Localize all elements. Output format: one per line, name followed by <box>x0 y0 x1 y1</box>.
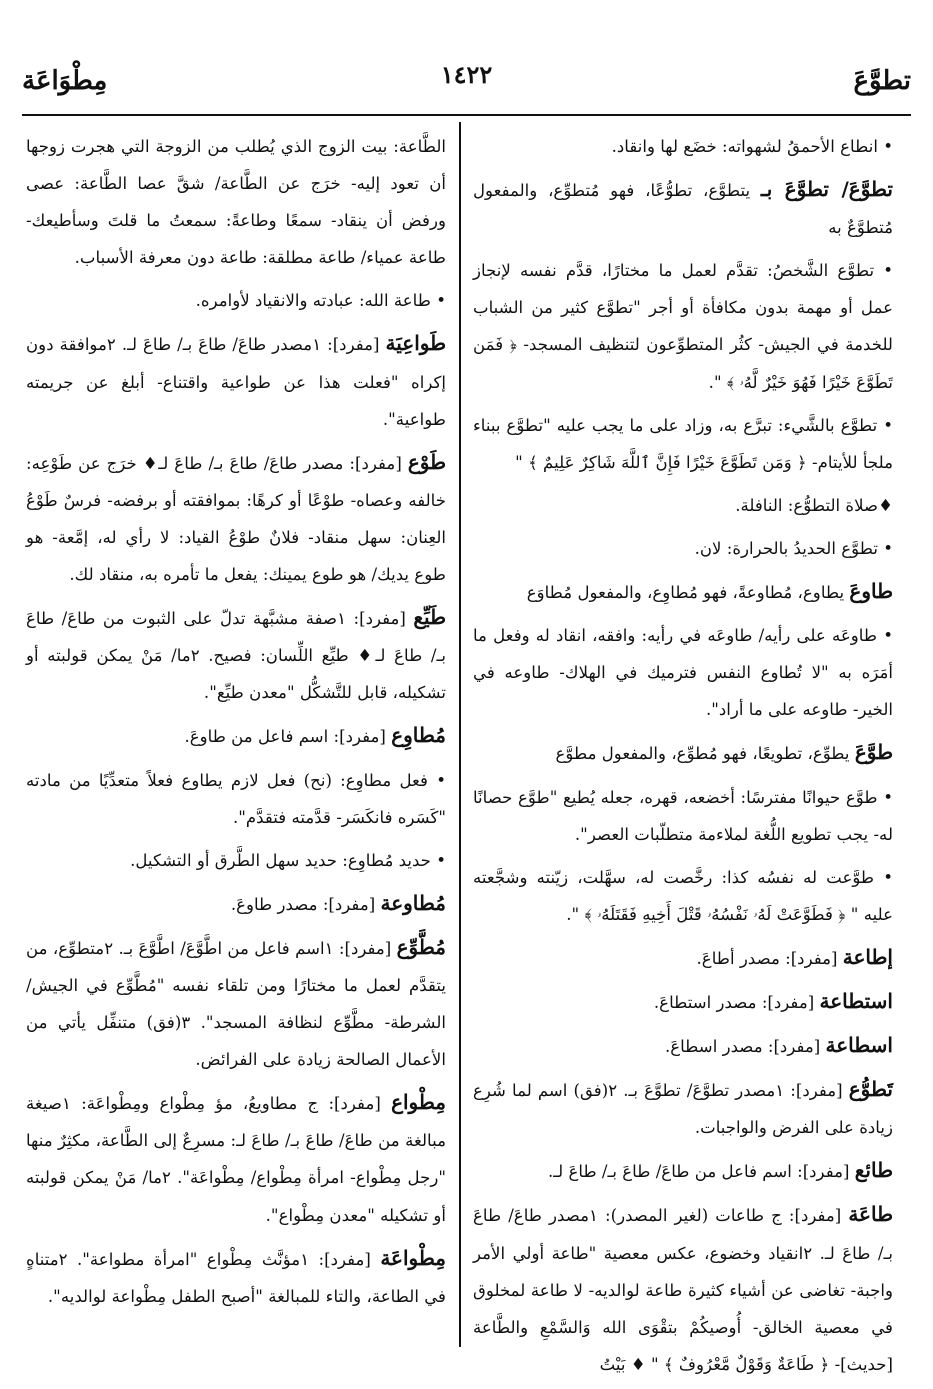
entry-text: • حديد مُطاوِع: حديد سهل الطَّرق أو التشكيل. <box>130 850 446 870</box>
dictionary-entry <box>26 885 446 923</box>
entry-text: [مفرد]: ١صفة مشبَّهة تدلّ على الثبوت من طاعَ/ طاعَ بـ/ طاعَ لـ♦ طيِّع اللِّسان: فصيح. ٢ما/ مَنْ يمكن قولبته أو تشكيله، قابل للتَّشكُّل "معدن طيِّع". <box>26 609 446 703</box>
dictionary-entry <box>26 842 446 879</box>
dictionary-entry <box>26 1084 446 1233</box>
entry-headword: طاعَة <box>848 1202 893 1227</box>
entry-text: • تطوَّع الحديدُ بالحرارة: لان. <box>694 538 893 558</box>
dictionary-entry <box>26 282 446 319</box>
dictionary-entry <box>26 128 446 276</box>
entry-headword: مُطَّوِّع <box>396 934 447 959</box>
dictionary-entry <box>26 599 446 711</box>
entry-text: [مفرد]: ١مصدر طاعَ/ طاعَ بـ/ طاعَ لـ. ٢موافقة دون إكراه "فعلت هذا عن طواعية واقتناع- أبلغ عن جريمته طواعية". <box>26 335 446 429</box>
entry-headword: طَوْع <box>407 449 446 474</box>
dictionary-entry <box>473 573 893 611</box>
entry-text: • تطوَّع الشَّخصُ: تقدَّم لعمل ما مختارًا، قدَّم نفسه لإنجاز عمل أو مهمة بدون مكافأة أو أجر "تطوَّع كثير من الشباب للخدمة في الجيش- كثُر المتطوِّعون لتنظيف المسجد- ﴿ فَمَن تَطَوَّعَ خَيْرًا فَهُوَ خَيْرٌ لَّهُۥ ﴾ ". <box>473 261 893 392</box>
entry-headword: مِطْواع <box>391 1090 447 1115</box>
entry-headword: تَطوُّع <box>848 1077 893 1102</box>
entry-headword: مِطْواعَة <box>380 1245 446 1270</box>
dictionary-entry <box>26 717 446 755</box>
entry-text: • طاعة الله: عبادته والانقياد لأوامره. <box>195 291 446 311</box>
dictionary-entry <box>473 983 893 1021</box>
dictionary-entry <box>473 487 893 524</box>
entry-text: [مفرد]: مصدر طاوعَ. <box>230 894 376 914</box>
entry-text: • طوَّعت له نفسُه كذا: رخَّصت له، سهَّلت، زيّنته وشجَّعته عليه " ﴿ فَطَوَّعَتْ لَهُۥ نَفْسُهُۥ قَتْلَ أَخِيهِ فَقَتَلَهُۥ ﴾ ". <box>473 867 893 924</box>
column-divider <box>459 122 461 1347</box>
dictionary-entry <box>473 530 893 567</box>
dictionary-entry <box>473 779 893 853</box>
right-column <box>473 128 893 1389</box>
dictionary-entry <box>473 252 893 400</box>
entry-text: [مفرد]: اسم فاعل من طاوعَ. <box>184 727 386 747</box>
entry-text: • انطاع الأحمقُ لشهواته: خضَع لها وانقاد. <box>611 137 893 156</box>
entry-headword: طائع <box>854 1158 893 1183</box>
entry-text: • تطوَّع بالشَّيء: تبرَّع به، وزاد على ما يجب عليه "تطوَّع ببناء ملجأ للأيتام- ﴿ وَمَن تَطَوَّعَ خَيْرًا فَإِنَّ ٱللَّهَ شَاكِرٌ عَلِيمٌ ﴾ " <box>473 415 893 472</box>
dictionary-entry <box>473 1152 893 1190</box>
dictionary-entry <box>473 617 893 728</box>
dictionary-entry <box>473 407 893 481</box>
entry-text: يتطوَّع، تطوُّعًا، فهو مُتطوِّع، والمفعول مُتطوَّعٌ به <box>473 181 893 238</box>
dictionary-entry <box>473 939 893 977</box>
dictionary-entry <box>473 859 893 933</box>
dictionary-entry <box>26 325 446 437</box>
entry-headword: تطوَّعَ/ تطوَّعَ بـ <box>760 177 893 202</box>
entry-text: يطوِّع، تطويعًا، فهو مُطوِّع، والمفعول مطوَّع <box>555 744 850 764</box>
dictionary-entry <box>473 1196 893 1382</box>
header-rule <box>22 114 911 116</box>
entry-headword: مُطاوعة <box>380 890 446 915</box>
entry-text: [مفرد]: ١مصدر تطوَّعَ/ تطوَّعَ بـ. ٢(فق) اسم لما شُرِع زيادة على الفرض والواجبات. <box>473 1081 893 1138</box>
page-header <box>22 60 911 112</box>
entry-text: [مفرد]: مصدر أطاعَ. <box>696 948 838 968</box>
dictionary-entry <box>473 734 893 772</box>
header-first-word: تطوَّعَ <box>853 66 911 96</box>
entry-headword: إطاعة <box>842 944 893 969</box>
header-last-word: مِطْوَاعَة <box>22 66 108 96</box>
entry-headword: استطاعة <box>819 988 893 1013</box>
entry-headword: طَواعِيَة <box>385 331 446 356</box>
entry-headword: مُطاوِع <box>391 723 446 748</box>
entry-text: يطاوع، مُطاوعةً، فهو مُطاوِع، والمفعول مُطاوَع <box>526 583 845 603</box>
entry-text: ♦صلاة التطوُّع: النافلة. <box>735 495 893 515</box>
dictionary-entry <box>473 171 893 246</box>
entry-headword: اسطاعة <box>825 1033 893 1058</box>
left-column <box>26 128 446 1321</box>
entry-text: [مفرد]: ج مطاويعُ، مؤ مِطْواع ومِطْواعَة: ١صيغة مبالغة من طاعَ/ طاعَ بـ/ طاعَ لـ: مسرِعٌ إلى الطَّاعة، مكثِرٌ منها "رجل مِطْواع- امرأة مِطْواع/ مِطْواعَة". ٢ما/ مَنْ يمكن قولبته أو تشكيله "معدن مِطْواع". <box>26 1094 446 1225</box>
entry-headword: طَيِّع <box>413 605 446 630</box>
entry-text: [مفرد]: ج طاعات (لغير المصدر): ١مصدر طاعَ/ طاعَ بـ/ طاعَ لـ. ٢انقياد وخضوع، عكس معصية "طاعة أولي الأمر واجبة- تغاضى عن أشياء كثيرة طاعة لوالديه- لا طاعة لمخلوق في معصية الخالق- أُوصيكُمْ بتقْوَى الله وَالسَّمْعِ والطَّاعة [حديث]- ﴿ طَاعَةٌ وَقَوْلٌ مَّعْرُوفٌ ﴾ " ♦ بَيْتُ <box>473 1206 893 1374</box>
dictionary-entry <box>26 1240 446 1315</box>
entry-text: • طوَّع حيوانًا مفترسًا: أخضعه، قهره، جعله يُطيع "طوَّع حصانًا له- يجب تطويع اللُّغة لملاءمة متطلّبات العصر". <box>473 787 893 844</box>
dictionary-entry <box>26 444 446 593</box>
dictionary-entry <box>26 929 446 1078</box>
entry-text: [مفرد]: مصدر اسطاعَ. <box>664 1037 821 1057</box>
entry-text: • طاوعَه على رأيه/ طاوعَه في رأيه: وافقه، انقاد له وفعل ما أمَرَه به "لا تُطاوع النفس فترميك في الهلاك- طاوعه في الخير- طاوعه على ما أراد". <box>473 626 893 720</box>
dictionary-entry <box>473 1027 893 1065</box>
entry-text: [مفرد]: ١اسم فاعل من اطَّوَّعَ/ اطَّوَّعَ بـ. ٢متطوِّع، من يتقدَّم لعمل ما مختارًا ومن تلقاء نفسه "مُطَّوِّع في الجيش/ الشرطة- مطَّوِّع لنظافة المسجد". ٣(فق) متنفِّل يأتي من الأعمال الصالحة زيادة على الفرائض. <box>26 938 446 1070</box>
entry-text: [مفرد]: مصدر طاعَ/ طاعَ بـ/ طاعَ لـ♦ خرَج عن طَوْعِه: خالفه وعصاه- طوْعًا أو كرهًا: بموافقته أو برفضه- فرسٌ طَوْعُ العِنان: سهل منقاد- فلانٌ طوْعُ القياد: لا رأي له، إمَّعة- هو طوع يديك/ هو طوع يمينك: يفعل ما تأمره به، منقاد لك. <box>26 453 446 585</box>
dictionary-entry <box>473 128 893 165</box>
entry-text: • فعل مطاوِع: (نح) فعل لازم يطاوع فعلاً متعدِّيًا من مادته "كَسَره فانكَسَر- قدَّمته فتقدَّم". <box>26 770 446 827</box>
dictionary-entry <box>473 1071 893 1146</box>
entry-text: [مفرد]: مصدر استطاعَ. <box>653 992 815 1012</box>
entry-headword: طوَّعَ <box>854 740 893 765</box>
entry-headword: طاوعَ <box>849 579 893 604</box>
entry-text: الطَّاعة: بيت الزوج الذي يُطلب من الزوجة التي هجرت زوجها أن تعود إليه- خرَج عن الطَّاعة/ شقَّ عصا الطَّاعة: عصى ورفض أن ينقاد- سمعًا وطاعةً: سمعتُ ما قلتَ وسأطيعك- طاعة عمياء/ طاعة مطلقة: طاعة دون معرفة الأسباب. <box>26 137 446 268</box>
entry-text: [مفرد]: اسم فاعل من طاعَ/ طاعَ بـ/ طاعَ لـ. <box>548 1162 850 1182</box>
entry-text: [مفرد]: ١مؤنَّث مِطْواع "امرأة مطواعة". ٢متناهٍ في الطاعة، والتاء للمبالغة "أصبح الطفل مِطْواعة لوالديه". <box>26 1249 446 1306</box>
page-number: ١٤٢٢ <box>440 60 493 89</box>
dictionary-entry <box>26 762 446 836</box>
